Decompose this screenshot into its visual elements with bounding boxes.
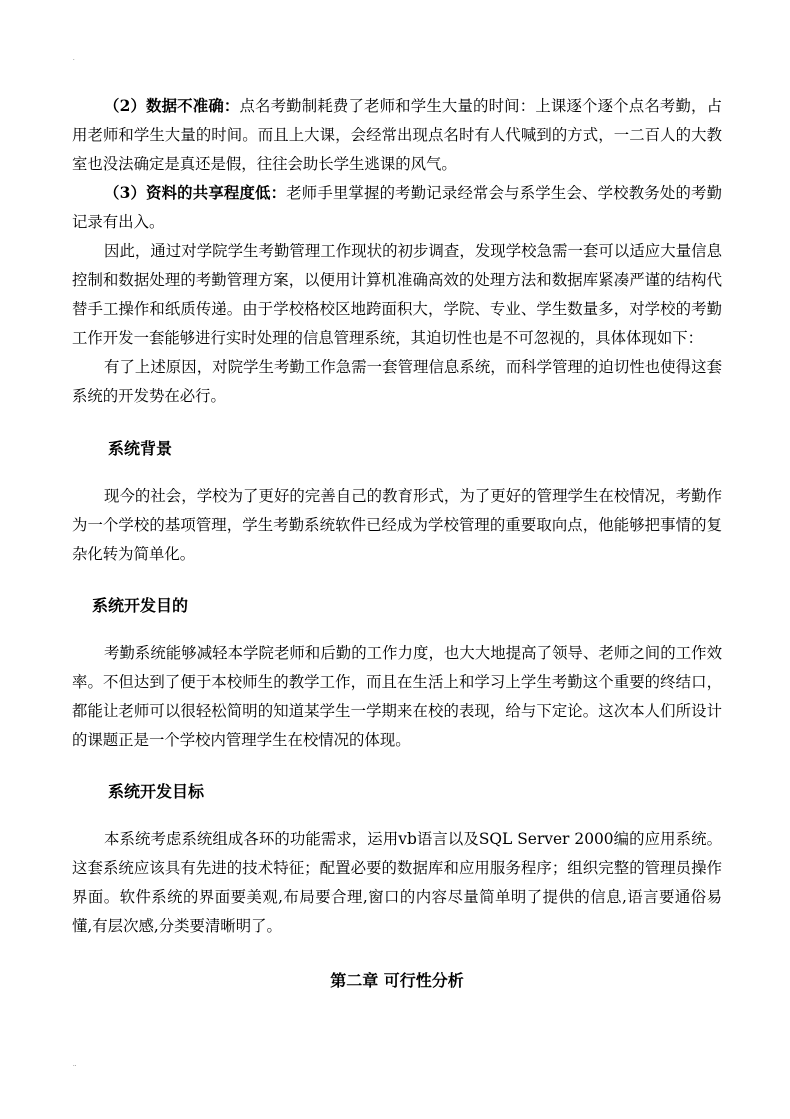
page-marker-bottom: .. <box>73 1062 77 1068</box>
paragraph-goal: 本系统考虑系统组成各环的功能需求，运用vb语言以及SQL Server 2000编的应用系统。这套系统应该具有先进的技术特征；配置必要的数据库和应用服务程序；组织完整的管理员操作界面。软件系统的界面要美观,布局要合理,窗口的内容尽量简单明了提供的信息,语言要通俗易懂,有层次感,分类要清晰明了。 <box>72 830 722 935</box>
paragraph-conclusion: 有了上述原因，对院学生考勤工作急需一套管理信息系统，而科学管理的迫切性也使得这套系统的开发势在必行。 <box>72 358 722 405</box>
paragraph-text: 老师手里掌握的考勤记录经常会与系学生会、学校教务处的考勤记录有出入。 <box>72 184 722 231</box>
paragraph-purpose: 考勤系统能够减轻本学院老师和后勤的工作力度，也大大地提高了领导、老师之间的工作效率。不但达到了便于本校师生的教学工作，而且在生活上和学习上学生考勤这个重要的终结口，都能让老师可以很轻松简明的知道某学生一学期来在校的表现，给与下定论。这次本人们所设计的课题正是一个学校内管理学生在校情况的体现。 <box>72 644 722 749</box>
page-marker-top: . <box>73 56 75 62</box>
section-heading-background: 系统背景 <box>108 439 173 458</box>
paragraph-label: （3）资料的共享程度低： <box>104 184 287 202</box>
section-heading-goal: 系统开发目标 <box>108 782 205 801</box>
paragraph-text: 点名考勤制耗费了老师和学生大量的时间：上课逐个逐个点名考勤，占用老师和学生大量的时间。而且上大课，会经常出现点名时有人代喊到的方式，一二百人的大教室也没法确定是真还是假，往往会助长学生逃课的风气。 <box>72 97 722 173</box>
paragraph-low-sharing <box>72 179 722 237</box>
paragraph-label: （2）数据不准确： <box>104 97 240 115</box>
chapter-heading: 第二章 可行性分析 <box>330 971 464 990</box>
section-heading-purpose: 系统开发目的 <box>92 596 189 615</box>
paragraph-background: 现今的社会，学校为了更好的完善自己的教育形式，为了更好的管理学生在校情况，考勤作为一个学校的基项管理，学生考勤系统软件已经成为学校管理的重要取向点，他能够把事情的复杂化转为简单化。 <box>72 487 722 563</box>
document-body <box>72 92 722 995</box>
paragraph-therefore: 因此，通过对学院学生考勤管理工作现状的初步调查，发现学校急需一套可以适应大量信息控制和数据处理的考勤管理方案，以便用计算机准确高效的处理方法和数据库紧凑严谨的结构代替手工操作和纸质传递。由于学校格校区地跨面积大，学院、专业、学生数量多，对学校的考勤工作开发一套能够进行实时处理的信息管理系统，其迫切性也是不可忽视的，具体体现如下： <box>72 242 722 347</box>
paragraph-data-inaccuracy <box>72 92 722 179</box>
